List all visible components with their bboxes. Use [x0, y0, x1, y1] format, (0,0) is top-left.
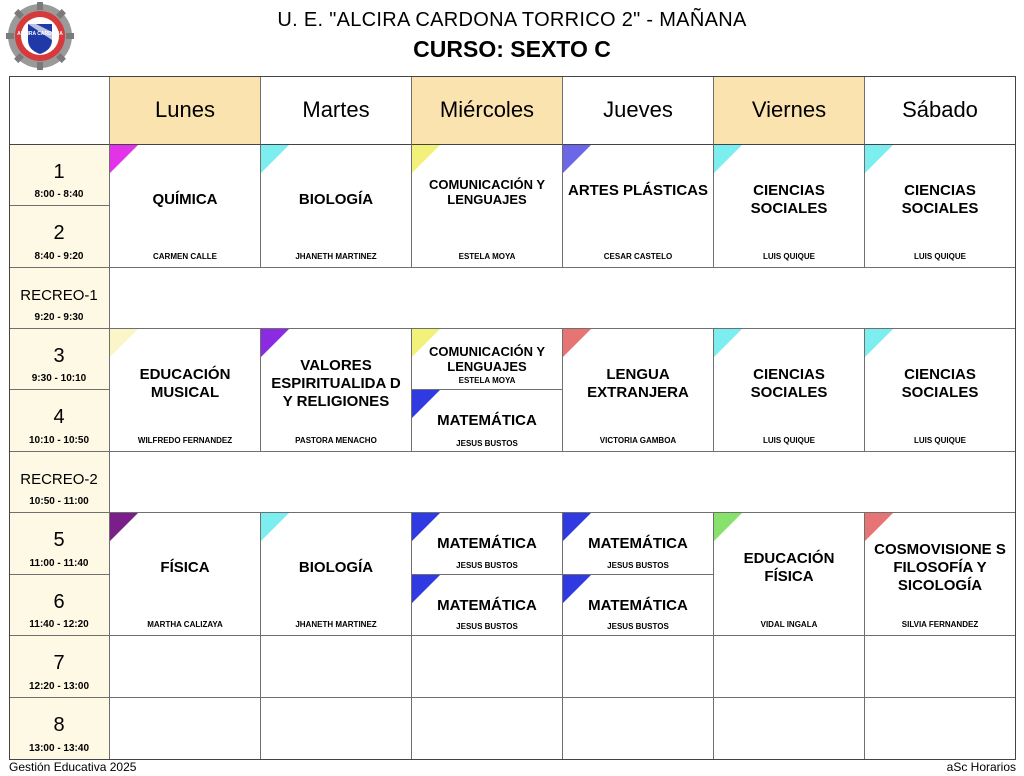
recess-period	[9, 452, 110, 513]
subject-name: BIOLOGÍA	[298, 559, 374, 576]
subject-name: CIENCIAS SOCIALES	[901, 182, 979, 217]
subject-name: QUÍMICA	[152, 191, 218, 208]
period-label: 8	[53, 714, 65, 736]
teacher-name: JESUS BUSTOS	[456, 439, 518, 448]
timetable-grid	[9, 76, 1016, 760]
lesson-card[interactable]	[110, 145, 261, 268]
period-cell	[9, 636, 110, 698]
empty-slot[interactable]	[865, 636, 1016, 698]
teacher-name: PASTORA MENACHO	[295, 436, 377, 445]
subject-color-tag	[261, 513, 289, 541]
subject-name: ARTES PLÁSTICAS	[567, 182, 708, 199]
subject-name: VALORES ESPIRITUALIDA D Y RELIGIONES	[271, 357, 401, 410]
subject-color-tag	[110, 329, 138, 357]
period-cell	[9, 206, 110, 268]
day-header: Sábado	[865, 76, 1016, 145]
subject-name: COSMOVISIONE S FILOSOFÍA Y SICOLOGÍA	[874, 541, 1006, 594]
empty-slot[interactable]	[412, 636, 563, 698]
period-time: 8:40 - 9:20	[34, 251, 84, 262]
day-header: Lunes	[110, 76, 261, 145]
lesson-card[interactable]	[563, 513, 714, 575]
teacher-name: ESTELA MOYA	[458, 376, 516, 385]
lesson-card[interactable]	[412, 575, 563, 636]
subject-name: COMUNICACIÓN Y LENGUAJES	[428, 177, 546, 207]
period-time: 9:30 - 10:10	[31, 373, 87, 384]
teacher-name: VICTORIA GAMBOA	[599, 436, 677, 445]
lesson-card[interactable]	[110, 329, 261, 452]
subject-name: LENGUA EXTRANJERA	[587, 366, 689, 401]
lesson-card[interactable]	[261, 513, 412, 636]
day-header: Miércoles	[412, 76, 563, 145]
subject-color-tag	[865, 329, 893, 357]
empty-slot[interactable]	[261, 636, 412, 698]
period-cell	[9, 513, 110, 575]
subject-color-tag	[714, 513, 742, 541]
teacher-name: LUIS QUIQUE	[913, 252, 966, 261]
corner-cell	[9, 76, 110, 145]
lesson-card[interactable]	[714, 513, 865, 636]
subject-name: MATEMÁTICA	[437, 535, 537, 552]
lesson-card[interactable]	[412, 329, 563, 390]
period-time: 11:00 - 11:40	[29, 558, 89, 569]
subject-color-tag	[110, 145, 138, 173]
subject-name: MATEMÁTICA	[437, 597, 537, 614]
period-time: 10:50 - 11:00	[29, 496, 89, 507]
teacher-name: JESUS BUSTOS	[607, 561, 669, 570]
period-label: RECREO-1	[20, 287, 98, 304]
subject-name: MATEMÁTICA	[437, 412, 537, 429]
subject-color-tag	[563, 145, 591, 173]
subject-color-tag	[261, 329, 289, 357]
lesson-card[interactable]	[110, 513, 261, 636]
teacher-name: LUIS QUIQUE	[762, 252, 815, 261]
subject-name: FÍSICA	[160, 559, 210, 576]
teacher-name: JHANETH MARTINEZ	[295, 252, 377, 261]
subject-color-tag	[865, 145, 893, 173]
footer-right: aSc Horarios	[946, 760, 1016, 774]
period-label: 3	[53, 345, 65, 367]
teacher-name: ESTELA MOYA	[458, 252, 516, 261]
lesson-card[interactable]	[865, 513, 1016, 636]
empty-slot[interactable]	[714, 698, 865, 760]
subject-name: MATEMÁTICA	[588, 597, 688, 614]
lesson-card[interactable]	[412, 513, 563, 575]
lesson-card[interactable]	[714, 145, 865, 268]
recess-period	[9, 268, 110, 329]
period-time: 10:10 - 10:50	[28, 435, 90, 446]
period-label: 5	[53, 529, 65, 551]
subject-color-tag	[714, 329, 742, 357]
subject-color-tag	[412, 145, 440, 173]
teacher-name: CARMEN CALLE	[153, 252, 217, 261]
empty-slot[interactable]	[110, 698, 261, 760]
lesson-card[interactable]	[865, 329, 1016, 452]
teacher-name: JESUS BUSTOS	[456, 622, 518, 631]
lesson-card[interactable]	[412, 390, 563, 452]
subject-color-tag	[110, 513, 138, 541]
subject-name: BIOLOGÍA	[298, 191, 374, 208]
period-time: 12:20 - 13:00	[28, 681, 90, 692]
lesson-card[interactable]	[261, 329, 412, 452]
period-label: 4	[53, 406, 65, 428]
teacher-name: JESUS BUSTOS	[456, 561, 518, 570]
lesson-card[interactable]	[563, 575, 714, 636]
subject-name: EDUCACIÓN MUSICAL	[139, 366, 231, 401]
teacher-name: CESAR CASTELO	[603, 252, 673, 261]
period-label: 2	[53, 222, 65, 244]
teacher-name: JESUS BUSTOS	[607, 622, 669, 631]
period-time: 11:40 - 12:20	[29, 619, 89, 630]
lesson-card[interactable]	[714, 329, 865, 452]
teacher-name: VIDAL INGALA	[760, 620, 818, 629]
empty-slot[interactable]	[563, 698, 714, 760]
teacher-name: LUIS QUIQUE	[762, 436, 815, 445]
subject-name: CIENCIAS SOCIALES	[750, 366, 828, 401]
course-title: CURSO: SEXTO C	[413, 36, 611, 62]
period-cell	[9, 575, 110, 636]
day-header: Jueves	[563, 76, 714, 145]
period-time: 13:00 - 13:40	[28, 743, 90, 754]
lesson-card[interactable]	[563, 145, 714, 268]
recess-row	[110, 268, 1016, 329]
teacher-name: JHANETH MARTINEZ	[295, 620, 377, 629]
empty-slot[interactable]	[110, 636, 261, 698]
period-time: 8:00 - 8:40	[34, 189, 84, 200]
lesson-card[interactable]	[563, 329, 714, 452]
empty-slot[interactable]	[865, 698, 1016, 760]
period-cell	[9, 698, 110, 760]
subject-name: CIENCIAS SOCIALES	[750, 182, 828, 217]
subject-color-tag	[261, 145, 289, 173]
teacher-name: WILFREDO FERNANDEZ	[137, 436, 233, 445]
subject-name: CIENCIAS SOCIALES	[901, 366, 979, 401]
period-label: 6	[53, 591, 65, 613]
period-cell	[9, 390, 110, 452]
period-label: 1	[53, 161, 65, 183]
subject-name: COMUNICACIÓN Y LENGUAJES	[428, 344, 546, 374]
teacher-name: LUIS QUIQUE	[913, 436, 966, 445]
footer-left: Gestión Educativa 2025	[9, 760, 137, 774]
lesson-card[interactable]	[412, 145, 563, 268]
subject-color-tag	[865, 513, 893, 541]
lesson-card[interactable]	[865, 145, 1016, 268]
empty-slot[interactable]	[261, 698, 412, 760]
subject-color-tag	[714, 145, 742, 173]
subject-name: EDUCACIÓN FÍSICA	[743, 550, 835, 585]
subject-color-tag	[563, 329, 591, 357]
day-header: Martes	[261, 76, 412, 145]
teacher-name: SILVIA FERNANDEZ	[901, 620, 979, 629]
empty-slot[interactable]	[563, 636, 714, 698]
svg-text:ALCIRA CARDONA: ALCIRA CARDONA	[17, 31, 63, 37]
lesson-card[interactable]	[261, 145, 412, 268]
subject-name: MATEMÁTICA	[588, 535, 688, 552]
period-time: 9:20 - 9:30	[34, 312, 84, 323]
teacher-name: MARTHA CALIZAYA	[147, 620, 223, 629]
period-label: 7	[53, 652, 65, 674]
period-cell	[9, 329, 110, 390]
recess-row	[110, 452, 1016, 513]
period-label: RECREO-2	[20, 471, 98, 488]
empty-slot[interactable]	[714, 636, 865, 698]
period-cell	[9, 145, 110, 206]
empty-slot[interactable]	[412, 698, 563, 760]
day-header: Viernes	[714, 76, 865, 145]
school-title: U. E. "ALCIRA CARDONA TORRICO 2" - MAÑANA	[277, 9, 747, 31]
